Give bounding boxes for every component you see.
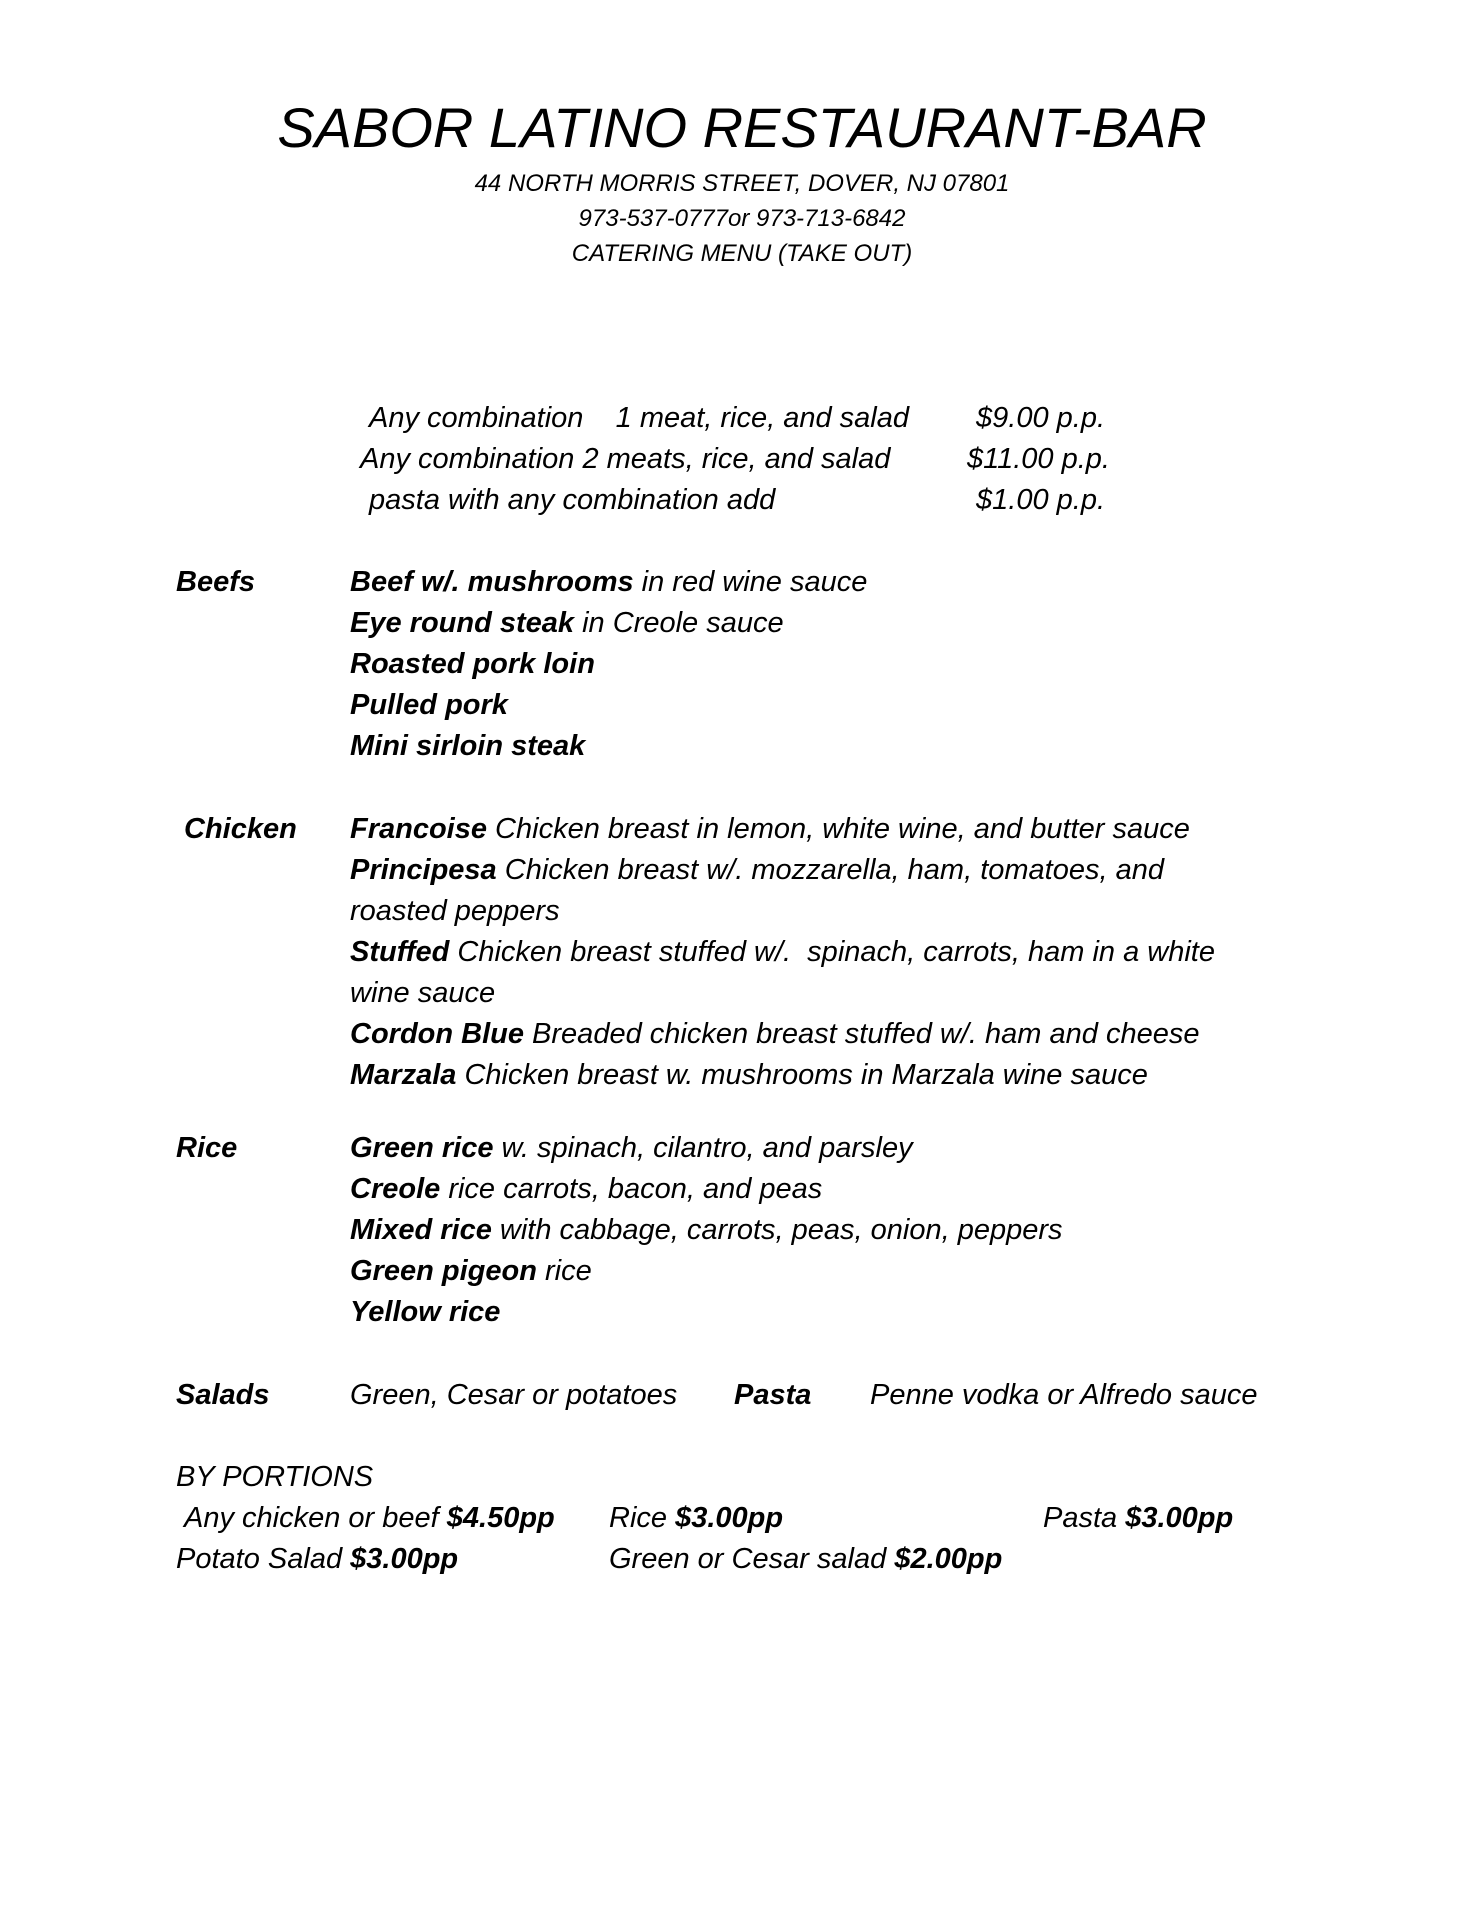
portion-item: Green or Cesar salad $2.00pp (609, 1543, 1003, 1575)
menu-item: Yellow rice (350, 1296, 501, 1328)
portion-item: Potato Salad $3.00pp (176, 1543, 459, 1575)
restaurant-title: SABOR LATINO RESTAURANT-BAR (277, 96, 1207, 159)
section-label-pasta: Pasta (734, 1379, 812, 1411)
menu-item: Stuffed Chicken breast stuffed w/. spinach, carrots, ham in a white (350, 936, 1215, 968)
combo-3-price: $1.00 p.p. (976, 484, 1105, 516)
portion-item: Rice $3.00pp (609, 1502, 784, 1534)
menu-item: Creole rice carrots, bacon, and peas (350, 1173, 823, 1205)
menu-item-continued: roasted peppers (350, 895, 560, 927)
section-label-rice: Rice (176, 1132, 238, 1164)
portions-heading: BY PORTIONS (176, 1461, 374, 1493)
menu-item: Green rice w. spinach, cilantro, and parsley (350, 1132, 913, 1164)
combo-2-label: Any combination 2 meats, rice, and salad (360, 443, 891, 475)
restaurant-phones: 973-537-0777or 973-713-6842 (578, 205, 906, 232)
section-label-chicken: Chicken (184, 813, 297, 845)
menu-item: Eye round steak in Creole sauce (350, 607, 784, 639)
portion-item: Any chicken or beef $4.50pp (184, 1502, 555, 1534)
menu-item: Cordon Blue Breaded chicken breast stuffed w/. ham and cheese (350, 1018, 1200, 1050)
menu-item-continued: wine sauce (350, 977, 496, 1009)
menu-item: Marzala Chicken breast w. mushrooms in Marzala wine sauce (350, 1059, 1148, 1091)
combo-3-label: pasta with any combination add (369, 484, 776, 516)
menu-item: Mixed rice with cabbage, carrots, peas, onion, peppers (350, 1214, 1063, 1246)
pasta-description: Penne vodka or Alfredo sauce (870, 1379, 1258, 1411)
menu-item: Principesa Chicken breast w/. mozzarella, ham, tomatoes, and (350, 854, 1164, 886)
menu-item: Mini sirloin steak (350, 730, 586, 762)
section-label-beefs: Beefs (176, 566, 255, 598)
menu-item: Green pigeon rice (350, 1255, 592, 1287)
menu-item: Pulled pork (350, 689, 508, 721)
salads-description: Green, Cesar or potatoes (350, 1379, 678, 1411)
portion-item: Pasta $3.00pp (1043, 1502, 1234, 1534)
menu-subtitle: CATERING MENU (TAKE OUT) (571, 240, 913, 267)
menu-item: Beef w/. mushrooms in red wine sauce (350, 566, 868, 598)
menu-item: Francoise Chicken breast in lemon, white wine, and butter sauce (350, 813, 1190, 845)
restaurant-address: 44 NORTH MORRIS STREET, DOVER, NJ 07801 (474, 170, 1010, 197)
combo-1-price: $9.00 p.p. (976, 402, 1105, 434)
combo-1-label: Any combination 1 meat, rice, and salad (369, 402, 910, 434)
menu-item: Roasted pork loin (350, 648, 595, 680)
combo-2-price: $11.00 p.p. (967, 443, 1110, 475)
section-label-salads: Salads (176, 1379, 270, 1411)
